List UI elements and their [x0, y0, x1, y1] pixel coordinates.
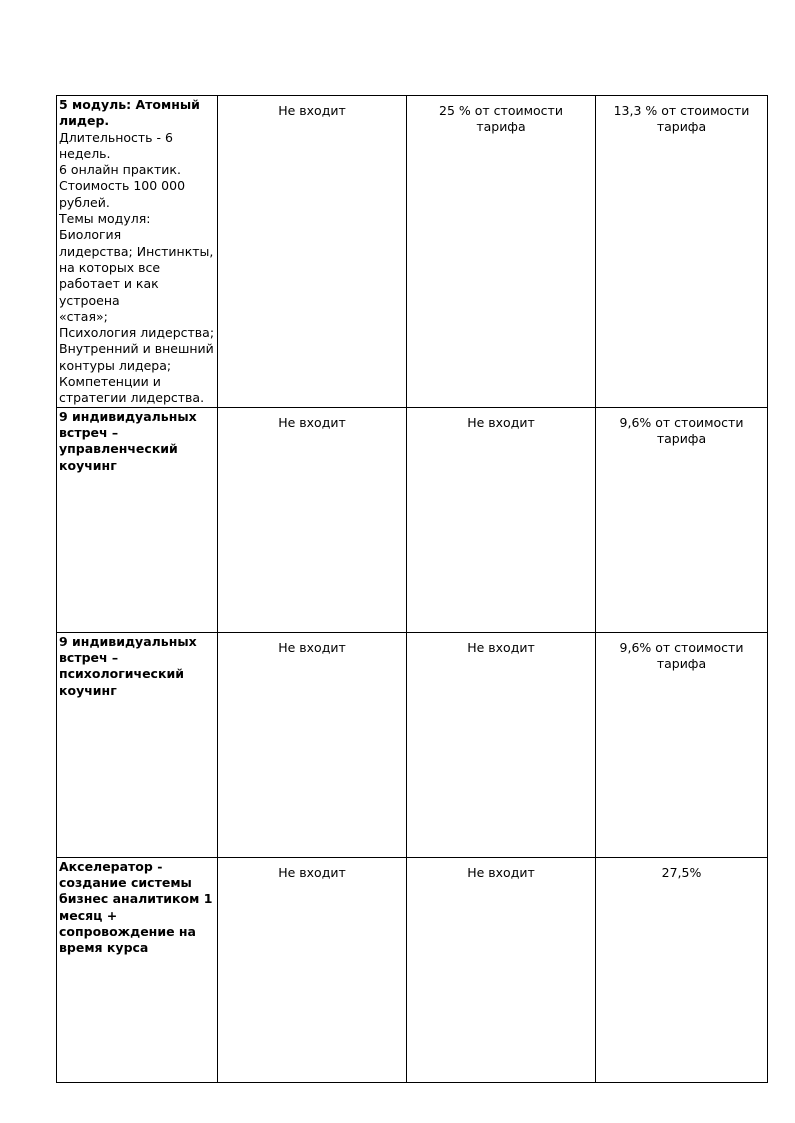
desc-line: Внутренний и внешний: [59, 341, 214, 357]
module-description-cell: [57, 96, 218, 408]
desc-line: контуры лидера;: [59, 357, 172, 373]
table-row: [57, 857, 768, 1082]
tariff-1-cell: Не входит: [218, 96, 407, 408]
title-line: 5 модуль: Атомный: [59, 97, 200, 112]
title-line: психологический: [59, 666, 184, 682]
title-line: Акселератор -: [59, 858, 163, 874]
module-description: [59, 130, 215, 407]
title-line: сопровождение на: [59, 923, 196, 939]
desc-line: на которых все: [59, 259, 161, 275]
tariff-2-cell: Не входит: [407, 632, 596, 857]
tariff-3-cell: 9,6% от стоимости тарифа: [596, 407, 768, 632]
table-row: [57, 96, 768, 408]
title-line: 9 индивидуальных: [59, 633, 197, 649]
tariff-1-cell: Не входит: [218, 632, 407, 857]
desc-line: Психология лидерства;: [59, 325, 215, 341]
module-title: [59, 859, 215, 957]
desc-line: лидерства; Инстинкты,: [59, 243, 214, 259]
desc-line: Темы модуля: Биология: [59, 211, 151, 243]
tariff-3-cell: 13,3 % от стоимости тарифа: [596, 96, 768, 408]
title-line: коучинг: [59, 457, 117, 473]
desc-line: работает и как устроена: [59, 276, 159, 308]
desc-line: рублей.: [59, 194, 110, 210]
title-line: 9 индивидуальных: [59, 408, 197, 424]
tariff-2-cell: Не входит: [407, 407, 596, 632]
title-line: встреч –: [59, 649, 119, 665]
desc-line: стратегии лидерства.: [59, 390, 205, 406]
tariff-comparison-table: [56, 95, 768, 1083]
desc-line: «стая»;: [59, 308, 108, 324]
desc-line: Компетенции и: [59, 374, 161, 390]
title-line: месяц +: [59, 907, 118, 923]
desc-line: 6 онлайн практик.: [59, 162, 181, 178]
tariff-1-cell: Не входит: [218, 407, 407, 632]
title-line: встреч –: [59, 424, 119, 440]
tariff-3-cell: 9,6% от стоимости тарифа: [596, 632, 768, 857]
tariff-3-cell: 27,5%: [596, 857, 768, 1082]
desc-line: недель.: [59, 145, 111, 161]
title-line: бизнес аналитиком 1: [59, 891, 213, 907]
tariff-2-cell: Не входит: [407, 857, 596, 1082]
tariff-1-cell: Не входит: [218, 857, 407, 1082]
desc-line: Стоимость 100 000: [59, 178, 186, 194]
title-line: создание системы: [59, 874, 192, 890]
table-row: [57, 407, 768, 632]
title-line: лидер.: [59, 113, 110, 129]
title-line: время курса: [59, 940, 149, 956]
module-title: [59, 409, 215, 474]
desc-line: Длительность - 6: [59, 129, 173, 145]
module-title: [59, 97, 215, 130]
tariff-2-cell: 25 % от стоимости тарифа: [407, 96, 596, 408]
title-line: управленческий: [59, 441, 178, 457]
module-description-cell: [57, 407, 218, 632]
module-description-cell: [57, 857, 218, 1082]
title-line: коучинг: [59, 682, 117, 698]
table-row: [57, 632, 768, 857]
module-title: [59, 634, 215, 699]
module-description-cell: [57, 632, 218, 857]
